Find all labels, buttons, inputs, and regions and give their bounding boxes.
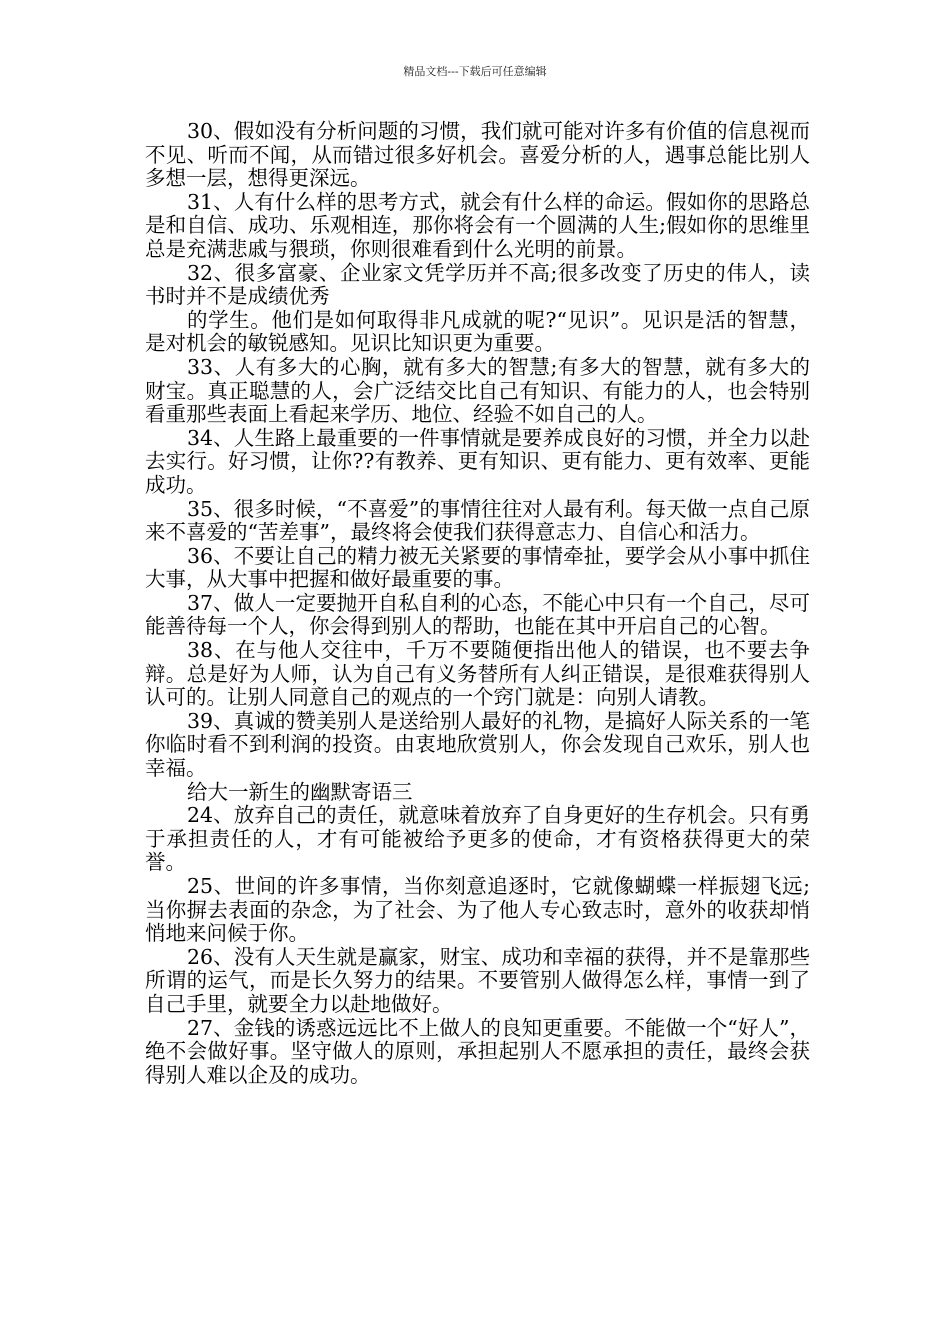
paragraph-32: 32、很多富豪、企业家文凭学历并不高;很多改变了历史的伟人，读书时并不是成绩优秀 [145,260,810,309]
paragraph-35: 35、很多时候，“不喜爱”的事情往往对人最有利。每天做一点自己原来不喜爱的“苦差事”，最终将会使我们获得意志力、自信心和活力。 [145,496,810,545]
paragraph-24: 24、放弃自己的责任，就意味着放弃了自身更好的生存机会。只有勇于承担责任的人，才有可能被给予更多的使命，才有资格获得更大的荣誉。 [145,803,810,875]
paragraph-36: 36、不要让自己的精力被无关紧要的事情牵扯，要学会从小事中抓住大事，从大事中把握和做好最重要的事。 [145,543,810,592]
section-heading: 给大一新生的幽默寄语三 [187,779,413,804]
paragraph-33: 33、人有多大的心胸，就有多大的智慧;有多大的智慧，就有多大的财宝。真正聪慧的人，会广泛结交比自己有知识、有能力的人，也会特别看重那些表面上看起来学历、地位、经验不如自己的人。 [145,354,810,427]
document-body [145,120,810,1087]
paragraph-25: 25、世间的许多事情，当你刻意追逐时，它就像蝴蝶一样振翅飞远;当你摒去表面的杂念，为了社会、为了他人专心致志时，意外的收获却悄悄地来问候于你。 [145,874,810,946]
paragraph-39: 39、真诚的赞美别人是送给别人最好的礼物，是搞好人际关系的一笔你临时看不到利润的投资。由衷地欣赏别人，你会发现自己欢乐，别人也幸福。 [145,708,810,781]
paragraph-30: 30、假如没有分析问题的习惯，我们就可能对许多有价值的信息视而不见、听而不闻，从而错过很多好机会。喜爱分析的人，遇事总能比别人多想一层，想得更深远。 [145,119,810,191]
paragraph-26: 26、没有人天生就是赢家，财宝、成功和幸福的获得，并不是靠那些所谓的运气，而是长久努力的结果。不要管别人做得怎么样，事情一到了自己手里，就要全力以赴地做好。 [145,944,810,1016]
paragraph-32-continued: 的学生。他们是如何取得非凡成就的呢?“见识”。见识是活的智慧，是对机会的敏锐感知。见识比知识更为重要。 [145,307,810,356]
page-header: 精品文档---下载后可任意编辑 [403,65,547,78]
paragraph-37: 37、做人一定要抛开自私自利的心态，不能心中只有一个自己，尽可能善待每一个人，你会得到别人的帮助，也能在其中开启自己的心智。 [145,590,810,639]
paragraph-38: 38、在与他人交往中，千万不要随便指出他人的错误，也不要去争辩。总是好为人师，认为自己有义务替所有人纠正错误，是很难获得别人认可的。让别人同意自己的观点的一个窍门就是：向别人请教。 [145,638,810,710]
paragraph-27: 27、金钱的诱惑远远比不上做人的良知更重要。不能做一个“好人”，绝不会做好事。坚守做人的原则，承担起别人不愿承担的责任，最终会获得别人难以企及的成功。 [145,1015,810,1087]
paragraph-34: 34、人生路上最重要的一件事情就是要养成良好的习惯，并全力以赴去实行。好习惯，让你??有教养、更有知识、更有能力、更有效率、更能成功。 [145,425,810,497]
paragraph-31: 31、人有什么样的思考方式，就会有什么样的命运。假如你的思路总是和自信、成功、乐观相连，那你将会有一个圆满的人生;假如你的思维里总是充满悲戚与猥琐，你则很难看到什么光明的前景。 [145,189,810,261]
